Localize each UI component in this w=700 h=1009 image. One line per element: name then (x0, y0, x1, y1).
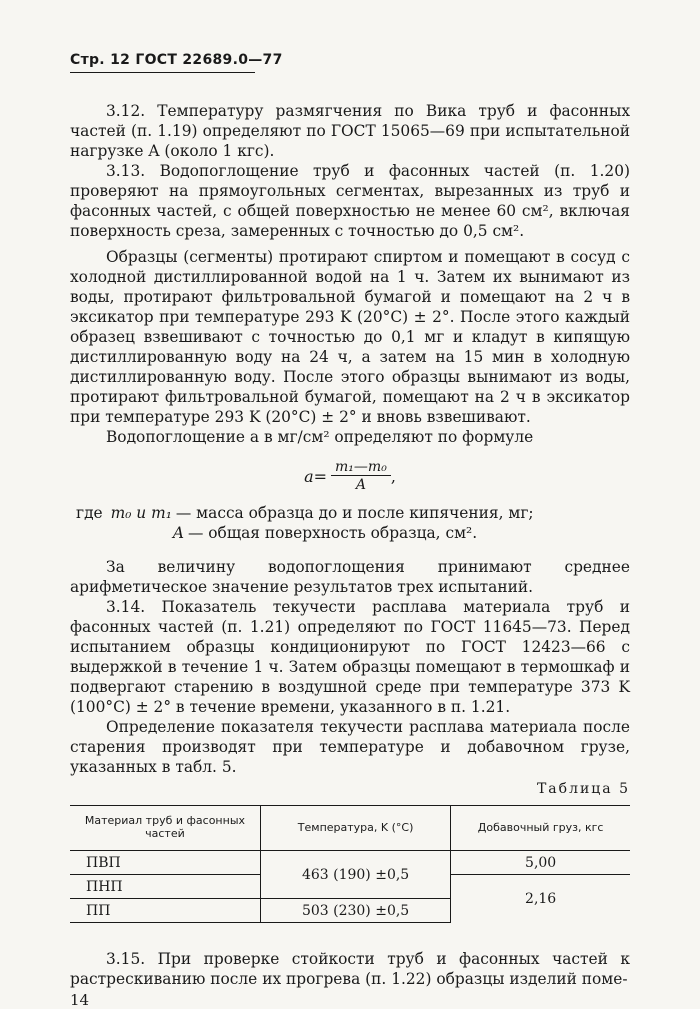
paragraph-samples: Образцы (сегменты) протирают спиртом и помещают в сосуд с холодной дистиллированной водой на 1 ч. Затем их вынимают из воды, протирают фильтровальной бумагой и помещают на 2 ч в эксикатор при температуре 293 K (20°C) ± 2°. После этого каждый образец взвешивают с точностью до 0,1 мг и кладут в кипящую дистиллированную воду на 24 ч, а затем на 15 мин в холодную дистиллированную воду. После этого образцы вынимают из воды, протирают фильтровальной бумагой, помещают на 2 ч в эксикатор при температуре 293 K (20°C) ± 2° и вновь взвешивают. (70, 248, 630, 426)
formula-lhs: a= (304, 466, 328, 486)
header-rule (70, 72, 255, 73)
document-page (70, 52, 630, 1009)
table-header-row (70, 806, 630, 851)
table-row (70, 851, 630, 875)
load-cell: 2,16 (525, 890, 557, 907)
table-header-load: Добавочный груз, кгс (451, 806, 630, 851)
water-absorption-formula (70, 459, 630, 493)
table-header-material: Материал труб и фасонных частей (70, 806, 260, 851)
legend-row (76, 503, 630, 523)
temperature-cell: 503 (230) ±0,5 (260, 899, 450, 923)
legend-row (76, 523, 630, 543)
legend-prefix: где (76, 504, 103, 522)
formula-denominator: A (355, 477, 366, 493)
paragraph-3-12: 3.12. Температуру размягчения по Вика труб и фасонных частей (п. 1.19) определяют по ГОСТ 15065—69 при испытательной нагрузке A (около 1 кгс). (70, 102, 630, 160)
paragraph-aging: Определение показателя текучести расплава материала после старения производят при температуре и добавочном грузе, указанных в табл. 5. (70, 718, 630, 776)
formula-legend (76, 503, 630, 543)
material-cell: ПП (70, 899, 260, 923)
paragraph-formula-intro: Водопоглощение a в мг/см² определяют по формуле (106, 428, 534, 446)
header-text: Стр. 12 ГОСТ 22689.0—77 (70, 52, 283, 68)
paragraph-average: За величину водопоглощения принимают среднее арифметическое значение результатов трех испытаний. (70, 558, 630, 596)
legend-text: — масса образца до и после кипячения, мг; (175, 504, 534, 522)
formula-numerator: m₁—m₀ (331, 459, 391, 476)
paragraph-3-15: 3.15. При проверке стойкости труб и фасонных частей к растрескиванию после их прогрева (п. 1.22) образцы изделий поме- (70, 950, 630, 988)
table-header-temperature: Температура, K (°C) (260, 806, 450, 851)
legend-key: m₀ и m₁ (110, 504, 172, 522)
table-caption: Таблица 5 (536, 781, 630, 797)
table-5 (70, 805, 630, 923)
legend-text: — общая поверхность образца, см². (188, 524, 478, 542)
page-number: 14 (70, 991, 90, 1009)
page-header (70, 52, 630, 73)
paragraph-3-13: 3.13. Водопоглощение труб и фасонных частей (п. 1.20) проверяют на прямоугольных сегментах, вырезанных из труб и фасонных частей, с общей поверхностью не менее 60 см², включая поверхность среза, замеренных с точностью до 0,5 см². (70, 162, 630, 240)
paragraph-3-14: 3.14. Показатель текучести расплава материала труб и фасонных частей (п. 1.21) определяют по ГОСТ 11645—73. Перед испытанием образцы кондиционируют по ГОСТ 12423—66 с выдержкой в течение 1 ч. Затем образцы помещают в термошкаф и подвергают старению в воздушной среде при температуре 373 K (100°C) ± 2° в течение времени, указанного в п. 1.21. (70, 598, 630, 716)
formula-fraction (331, 459, 391, 493)
material-cell: ПНП (70, 875, 260, 899)
formula-trail: , (390, 466, 396, 486)
temperature-cell: 463 (190) ±0,5 (260, 851, 450, 899)
material-cell: ПВП (70, 851, 260, 875)
legend-key: A (172, 524, 184, 542)
load-cell: 5,00 (451, 851, 630, 875)
